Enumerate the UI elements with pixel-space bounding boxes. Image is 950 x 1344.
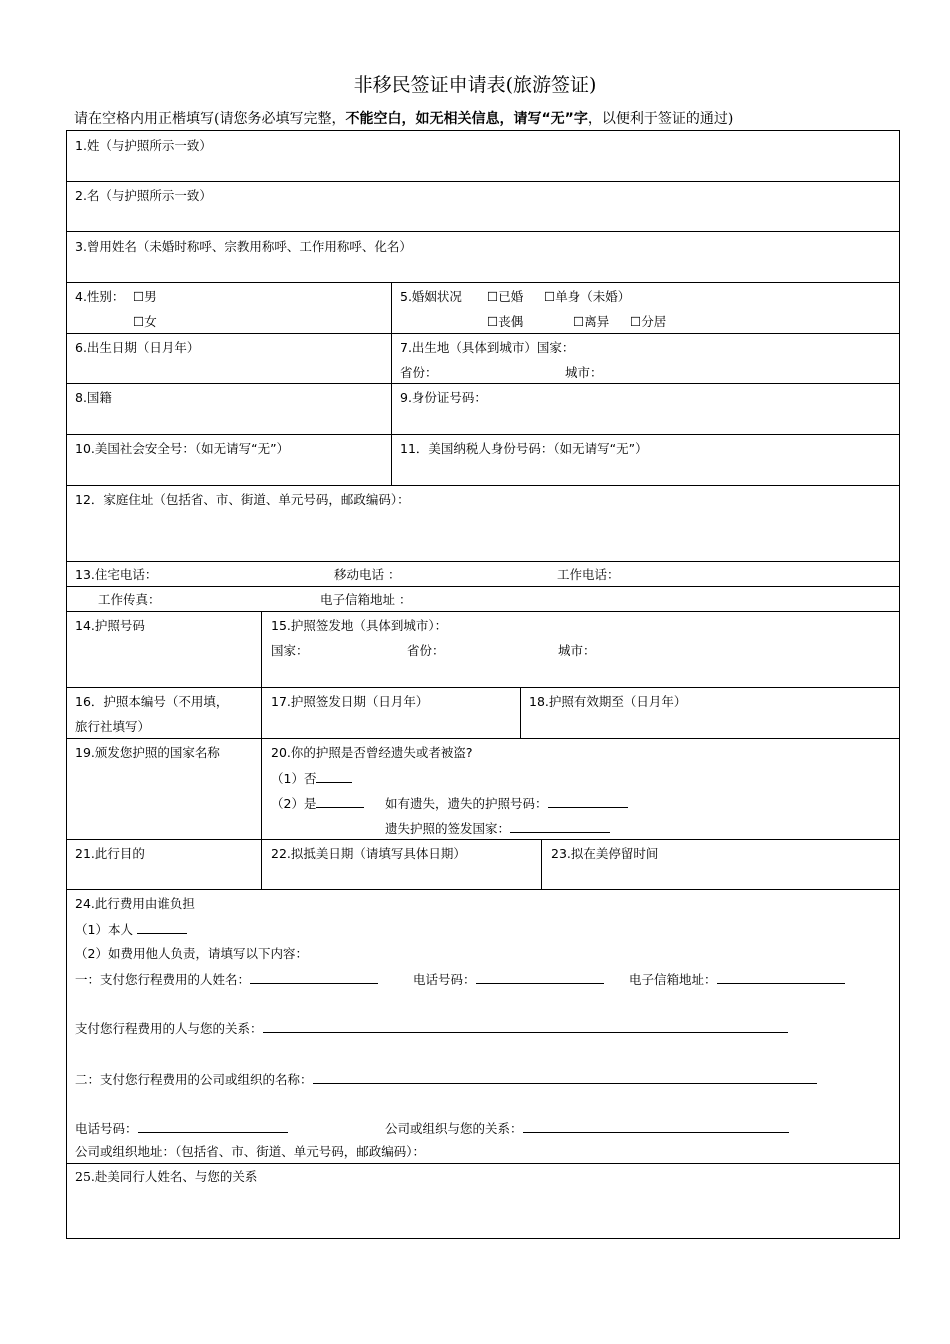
payer-other-note: （2）如费用他人负责，请填写以下内容： [75, 946, 308, 961]
payer-person-email[interactable]: 电子信箱地址： [629, 971, 845, 988]
birthplace-city[interactable]: 城市： [565, 365, 603, 380]
field-24-trip-payer: 24.此行费用由谁负担 [75, 896, 195, 911]
field-15-passport-issue-place[interactable]: 15.护照签发地（具体到城市）： [271, 618, 448, 633]
field-14-passport-number[interactable]: 14.护照号码 [75, 618, 145, 633]
payer-org-name[interactable]: 二：支付您行程费用的公司或组织的名称： [75, 1071, 817, 1088]
field-22-arrival-date[interactable]: 22.拟抵美日期（请填写具体日期） [271, 846, 466, 861]
field-13-home-phone[interactable]: 13.住宅电话： [75, 567, 158, 582]
passport-issue-province[interactable]: 省份： [407, 643, 445, 658]
passport-issue-city[interactable]: 城市： [558, 643, 596, 658]
form-title: 非移民签证申请表(旅游签证) [353, 74, 597, 96]
payer-org-relationship[interactable]: 公司或组织与您的关系： [385, 1120, 789, 1137]
field-9-id-number[interactable]: 9.身份证号码： [400, 390, 487, 405]
field-1-surname[interactable]: 1.姓（与护照所示一致） [75, 138, 212, 153]
field-18-passport-expiry[interactable]: 18.护照有效期至（日月年） [529, 694, 687, 709]
field-25-companions[interactable]: 25.赴美同行人姓名、与您的关系 [75, 1169, 258, 1184]
payer-self[interactable]: （1）本人 [75, 921, 187, 938]
payer-org-address[interactable]: 公司或组织地址：（包括省、市、街道、单元号码，邮政编码）： [75, 1144, 426, 1159]
passport-lost-yes[interactable]: （2）是 [271, 795, 364, 812]
field-19-passport-country[interactable]: 19.颁发您护照的国家名称 [75, 745, 220, 760]
lost-passport-country[interactable]: 遗失护照的签发国家： [385, 820, 610, 837]
sex-female-checkbox[interactable]: ☐女 [133, 314, 157, 329]
email-address[interactable]: 电子信箱地址 ： [320, 592, 412, 607]
field-16-note: 旅行社填写） [75, 719, 151, 734]
field-5-marital-label: 5.婚姻状况 [400, 289, 462, 304]
sex-male-checkbox[interactable]: ☐男 [133, 289, 157, 304]
field-21-trip-purpose[interactable]: 21.此行目的 [75, 846, 145, 861]
lost-passport-number[interactable]: 如有遗失，遗失的护照号码： [385, 795, 628, 812]
field-11-tax-id[interactable]: 11．美国纳税人身份号码：（如无请写“无”） [400, 441, 648, 456]
instructions: 请在空格内用正楷填写(请您务必填写完整，不能空白，如无相关信息，请写“无”字，以便利于签证的通过) [74, 111, 734, 127]
marital-single-checkbox[interactable]: ☐单身（未婚） [544, 289, 631, 304]
field-16-passport-book-number: 16．护照本编号（不用填， [75, 694, 229, 709]
field-12-home-address[interactable]: 12．家庭住址（包括省、市、街道、单元号码，邮政编码）： [75, 492, 410, 507]
marital-widowed-checkbox[interactable]: ☐丧偶 [487, 314, 524, 329]
payer-org-phone[interactable]: 电话号码： [75, 1120, 288, 1137]
birthplace-province[interactable]: 省份： [400, 365, 438, 380]
mobile-phone[interactable]: 移动电话 ： [334, 567, 401, 582]
field-6-birth-date[interactable]: 6.出生日期（日月年） [75, 340, 200, 355]
field-3-former-names[interactable]: 3.曾用姓名（未婚时称呼、宗教用称呼、工作用称呼、化名） [75, 239, 412, 254]
marital-separated-checkbox[interactable]: ☐分居 [630, 314, 667, 329]
field-20-passport-lost: 20.你的护照是否曾经遗失或者被盗? [271, 745, 473, 760]
field-17-passport-issue-date[interactable]: 17.护照签发日期（日月年） [271, 694, 429, 709]
field-8-nationality[interactable]: 8.国籍 [75, 390, 112, 405]
passport-issue-country[interactable]: 国家： [271, 643, 309, 658]
payer-person-name[interactable]: 一：支付您行程费用的人姓名： [75, 971, 378, 988]
application-form [66, 130, 900, 1239]
payer-person-phone[interactable]: 电话号码： [413, 971, 604, 988]
field-4-sex-label: 4.性别： [75, 289, 125, 304]
work-phone[interactable]: 工作电话： [557, 567, 620, 582]
passport-lost-no[interactable]: （1）否 [271, 770, 352, 787]
field-10-ssn[interactable]: 10.美国社会安全号：（如无请写“无”） [75, 441, 290, 456]
work-fax[interactable]: 工作传真： [98, 592, 161, 607]
marital-married-checkbox[interactable]: ☐已婚 [487, 289, 524, 304]
payer-relationship[interactable]: 支付您行程费用的人与您的关系： [75, 1020, 788, 1037]
field-23-stay-length[interactable]: 23.拟在美停留时间 [551, 846, 659, 861]
field-7-birthplace[interactable]: 7.出生地（具体到城市）国家： [400, 340, 575, 355]
marital-divorced-checkbox[interactable]: ☐离异 [573, 314, 610, 329]
field-2-given-name[interactable]: 2.名（与护照所示一致） [75, 188, 212, 203]
